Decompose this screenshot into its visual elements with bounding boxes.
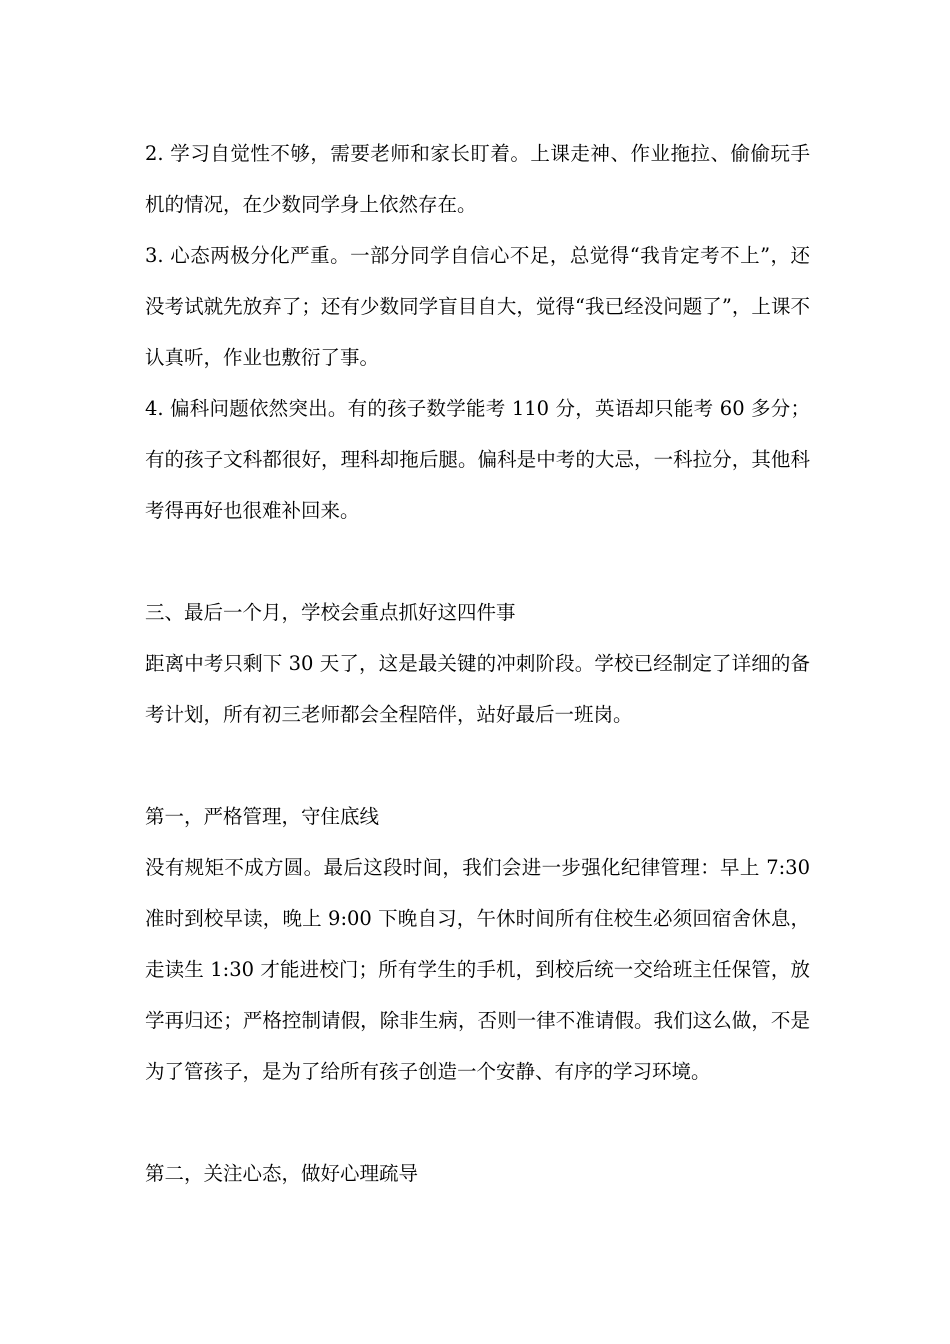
- blank-line: [145, 1097, 810, 1148]
- paragraph-countdown: 距离中考只剩下 30 天了，这是最关键的冲刺阶段。学校已经制定了详细的备考计划，所有初三老师都会全程陪伴，站好最后一班岗。: [145, 652, 810, 726]
- paragraph-point-4: 4. 偏科问题依然突出。有的孩子数学能考 110 分，英语却只能考 60 多分；有的孩子文科都很好，理科却拖后腿。偏科是中考的大忌，一科拉分，其他科考得再好也很难补回来。: [145, 397, 810, 522]
- paragraph-discipline: 没有规矩不成方圆。最后这段时间，我们会进一步强化纪律管理：早上 7:30 准时到校早读，晚上 9:00 下晚自习，午休时间所有住校生必须回宿舍休息，走读生 1:30 才能进校门；所有学生的手机，到校后统一交给班主任保管，放学再归还；严格控制请假，除非生病，否则一律不准请假。我们这么做，不是为了管孩子，是为了给所有孩子创造一个安静、有序的学习环境。: [145, 856, 810, 1083]
- subheading-second: 第二，关注心态，做好心理疏导: [145, 1162, 419, 1185]
- section-heading-three: 三、最后一个月，学校会重点抓好这四件事: [145, 601, 516, 624]
- paragraph-point-2: 2. 学习自觉性不够，需要老师和家长盯着。上课走神、作业拖拉、偷偷玩手机的情况，在少数同学身上依然存在。: [145, 142, 810, 216]
- blank-line: [145, 740, 810, 791]
- blank-line: [145, 536, 810, 587]
- subheading-first: 第一，严格管理，守住底线: [145, 805, 380, 828]
- document-body: [145, 128, 810, 1199]
- paragraph-point-3: 3. 心态两极分化严重。一部分同学自信心不足，总觉得“我肯定考不上”，还没考试就先放弃了；还有少数同学盲目自大，觉得“我已经没问题了”，上课不认真听，作业也敷衍了事。: [145, 244, 810, 369]
